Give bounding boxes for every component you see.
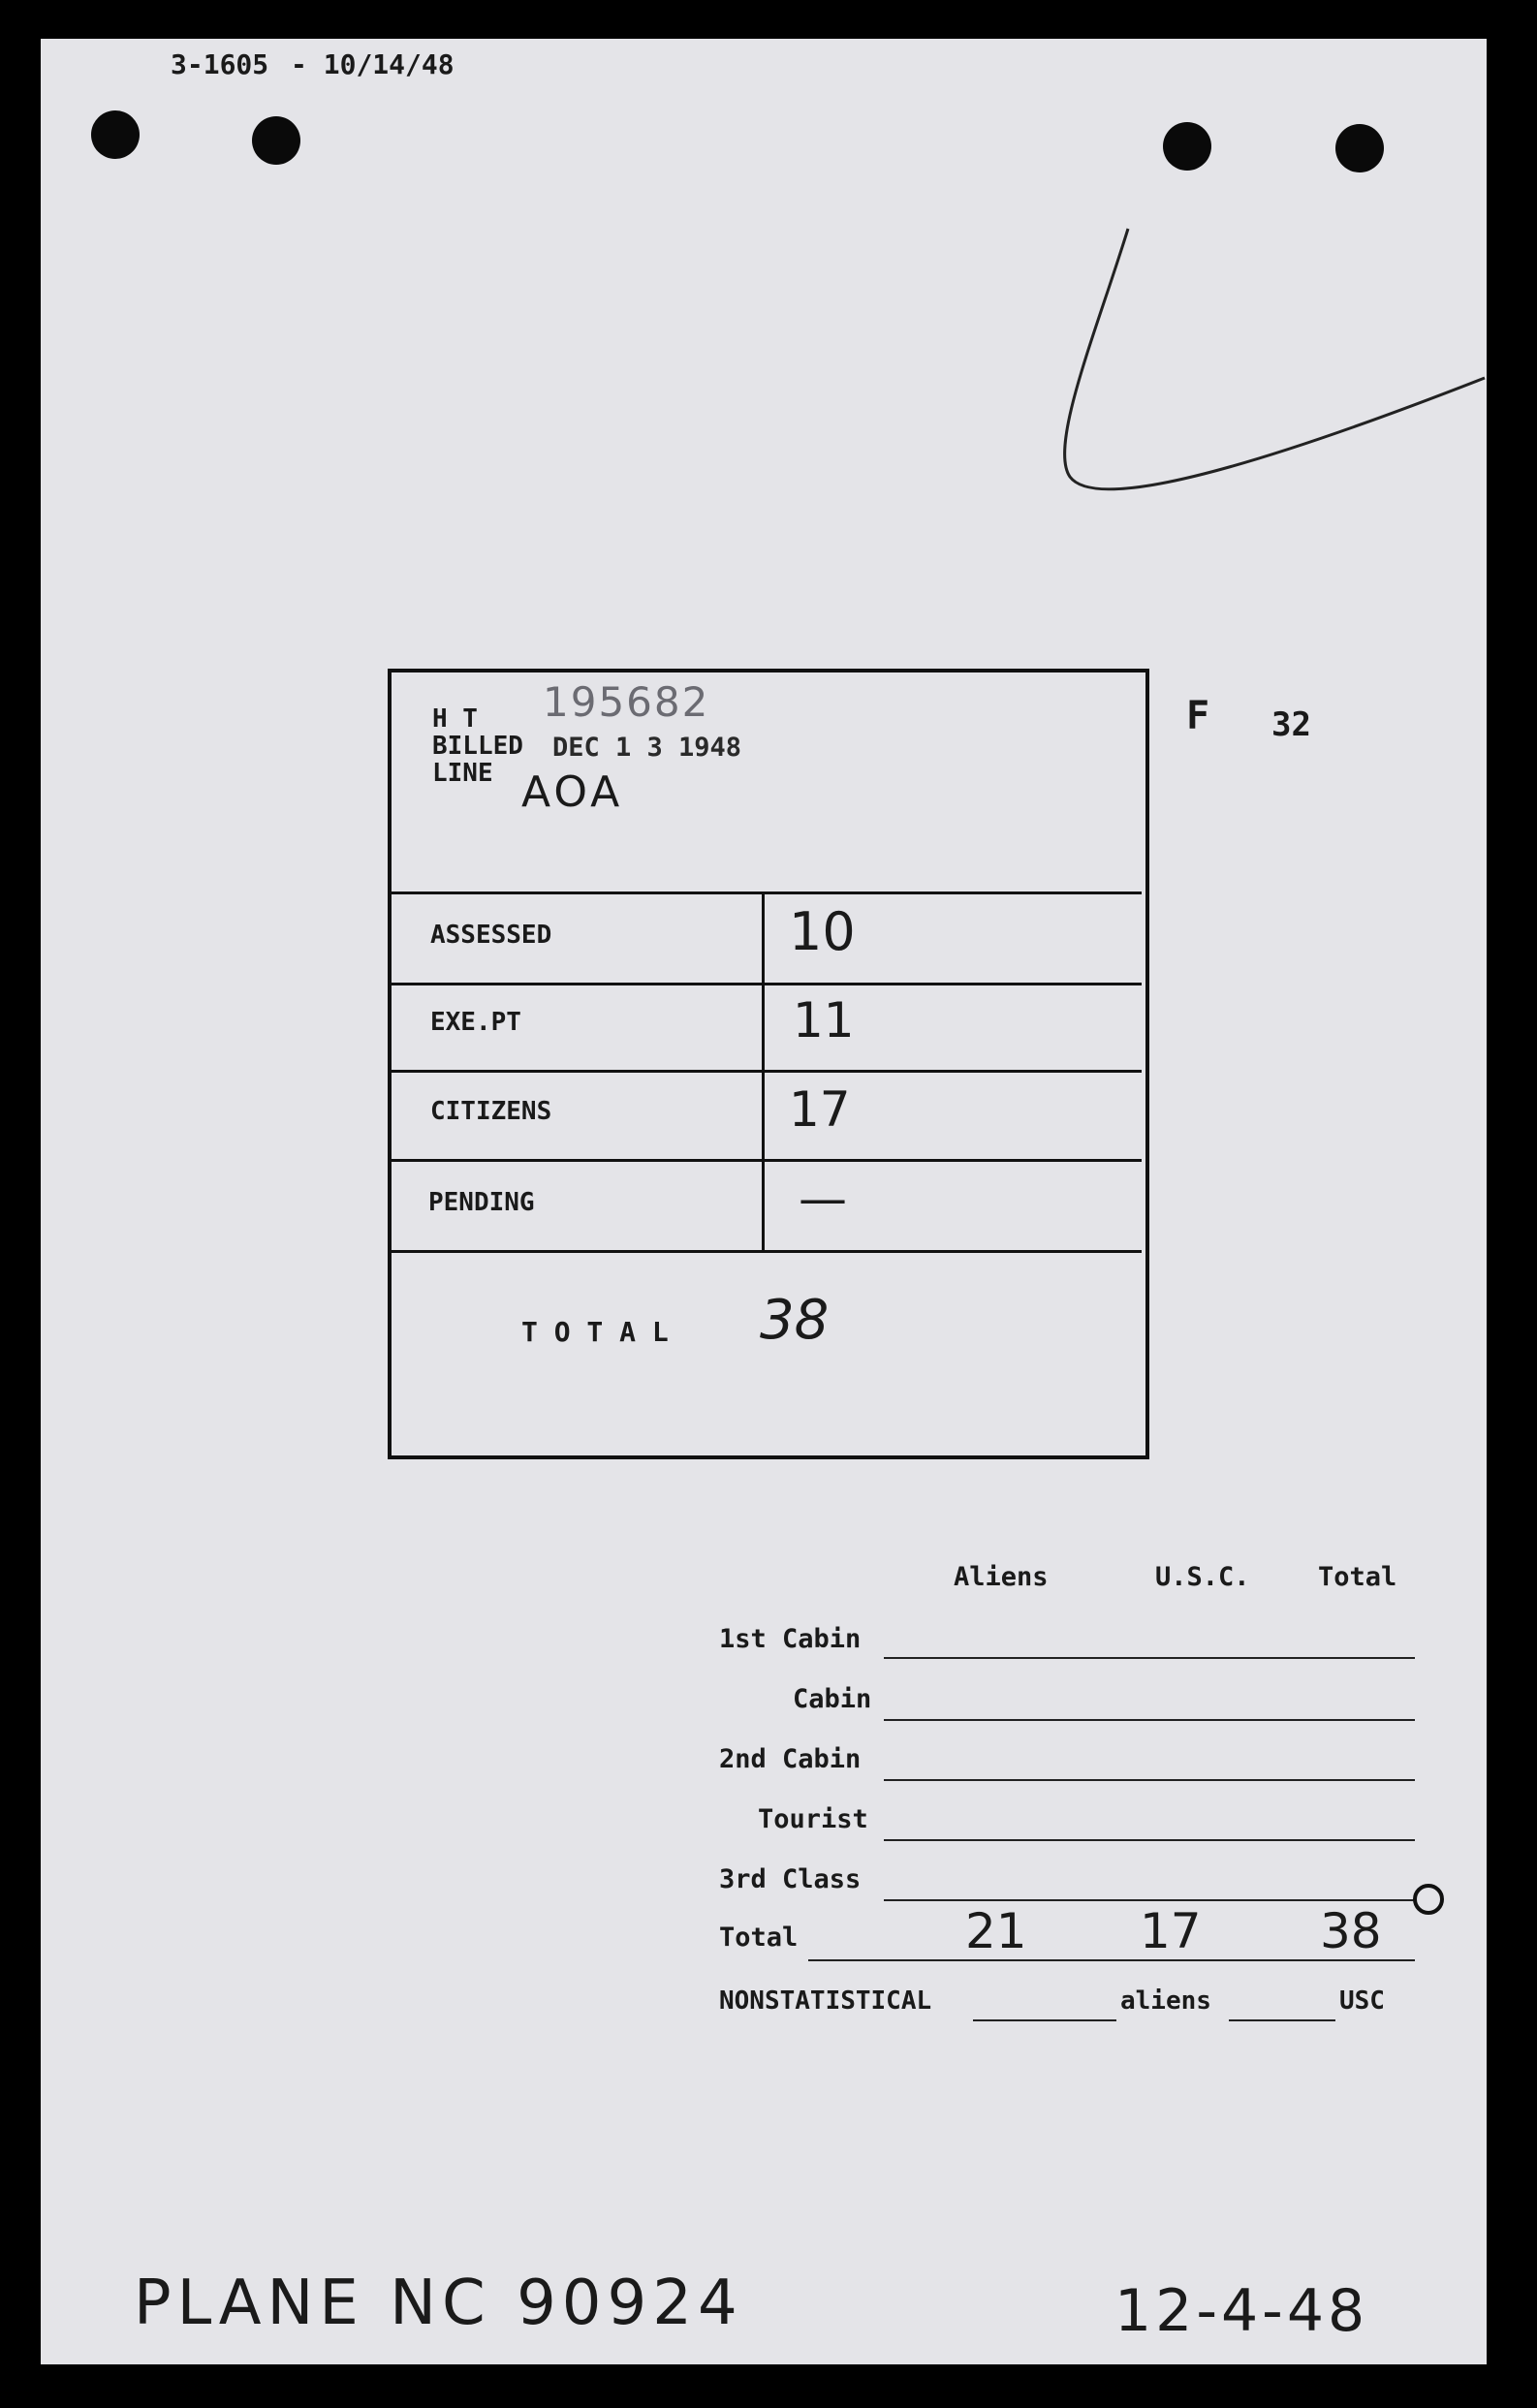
class-row-line: [884, 1899, 1415, 1901]
nonstat-label: NONSTATISTICAL: [719, 1986, 932, 2016]
row-label-exempt: EXE.PT: [430, 1008, 521, 1037]
punch-hole: [1163, 122, 1211, 171]
class-total-line: [808, 1959, 1415, 1961]
class-row-label: Tourist: [758, 1804, 868, 1834]
class-total-aliens: 21: [965, 1903, 1027, 1959]
class-row-label: 2nd Cabin: [719, 1744, 862, 1774]
class-row-label: 3rd Class: [719, 1864, 862, 1894]
row-value-assessed: 10: [789, 901, 856, 962]
row-label-pending: PENDING: [428, 1188, 535, 1217]
footer-date: 12-4-48: [1114, 2277, 1369, 2345]
box-column-divider: [762, 893, 765, 1252]
class-total-usc: 17: [1140, 1903, 1202, 1959]
document-page: [41, 39, 1487, 2364]
box-divider: [392, 891, 1142, 894]
nonstat-usc-line: [1229, 2019, 1335, 2021]
class-row-line: [884, 1779, 1415, 1781]
row-value-exempt: 11: [793, 992, 855, 1048]
form-number: 3-1605 - 10/14/48: [171, 48, 455, 80]
class-row-line: [884, 1657, 1415, 1659]
class-row-line: [884, 1839, 1415, 1841]
ht-label: H T: [432, 704, 478, 734]
billed-date-stamp: DEC 1 3 1948: [552, 733, 742, 763]
box-divider: [392, 983, 1142, 985]
nonstat-aliens-label: aliens: [1120, 1986, 1211, 2016]
class-total-total: 38: [1320, 1903, 1382, 1959]
ht-number-stamp: 195682: [543, 678, 710, 726]
billed-label: BILLED: [432, 732, 523, 761]
side-code: F: [1186, 694, 1210, 738]
punch-hole: [252, 116, 300, 165]
box-header-labels: [432, 705, 523, 787]
side-number: 32: [1271, 705, 1311, 744]
line-label: LINE: [432, 759, 493, 788]
row-value-citizens: 17: [789, 1081, 851, 1138]
row-value-pending: —: [799, 1171, 847, 1227]
class-row-line: [884, 1719, 1415, 1721]
total-label: T O T A L: [521, 1316, 669, 1348]
nonstat-aliens-line: [973, 2019, 1116, 2021]
col-header-total: Total: [1318, 1562, 1397, 1592]
row-label-assessed: ASSESSED: [430, 921, 552, 950]
punch-hole: [91, 110, 140, 159]
total-value: 38: [760, 1289, 830, 1352]
plane-number: PLANE NC 90924: [134, 2267, 743, 2339]
nonstat-usc-label: USC: [1339, 1986, 1385, 2016]
box-divider: [392, 1250, 1142, 1253]
row-label-citizens: CITIZENS: [430, 1097, 552, 1126]
circle-mark-icon: [1409, 1882, 1448, 1921]
class-total-label: Total: [719, 1923, 799, 1953]
check-mark-icon: [1029, 223, 1494, 552]
class-row-label: 1st Cabin: [719, 1624, 862, 1654]
box-divider: [392, 1070, 1142, 1073]
box-divider: [392, 1159, 1142, 1162]
punch-hole: [1335, 124, 1384, 172]
col-header-aliens: Aliens: [954, 1562, 1049, 1592]
class-row-label: Cabin: [793, 1684, 872, 1714]
line-value: AOA: [521, 767, 624, 817]
col-header-usc: U.S.C.: [1155, 1562, 1250, 1592]
